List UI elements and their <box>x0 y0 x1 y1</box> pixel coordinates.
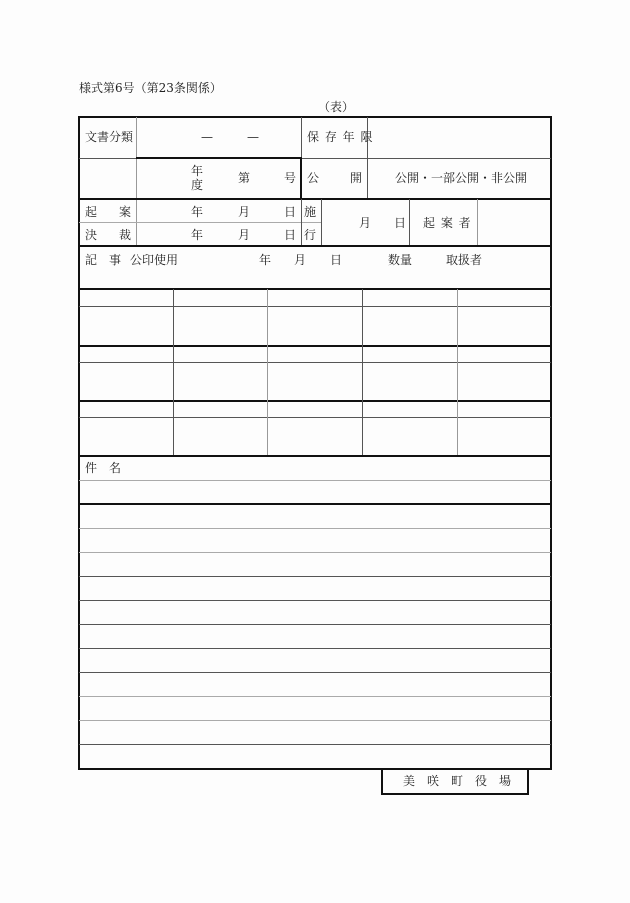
kenmei-label: 件 名 <box>85 461 122 475</box>
body-text-area[interactable] <box>79 505 550 768</box>
dash: — <box>247 130 259 144</box>
approval-title-cell[interactable] <box>458 347 550 362</box>
kokai-label-1: 公 <box>307 171 320 185</box>
approval-stamp-cell[interactable] <box>174 418 267 455</box>
kenmei-field[interactable] <box>79 481 550 503</box>
divider <box>79 455 551 457</box>
toriatsukaisha-label: 取扱者 <box>446 253 483 267</box>
kiji-label: 記 事 <box>85 253 122 267</box>
kian-label-2: 案 <box>119 205 132 219</box>
bunsho-bunrui-field[interactable] <box>137 117 301 158</box>
bunsho-bunrui-label: 文書分類 <box>85 130 134 144</box>
approval-title-cell[interactable] <box>363 347 457 362</box>
shiko-date-field[interactable]: 月 日 <box>359 216 407 230</box>
shiko-label-1: 施 <box>304 205 317 219</box>
approval-title-cell[interactable] <box>363 290 457 306</box>
dai-char: 第 <box>238 171 251 185</box>
kiansha-label: 起 案 者 <box>423 216 472 230</box>
shiko-label-2: 行 <box>304 228 317 242</box>
office-name: 美 咲 町 役 場 <box>403 774 512 788</box>
office-name-box <box>381 769 529 795</box>
approval-stamp-cell[interactable] <box>363 418 457 455</box>
go-char: 号 <box>284 171 297 185</box>
approval-title-cell[interactable] <box>174 402 267 417</box>
dash: — <box>201 130 213 144</box>
approval-title-cell[interactable] <box>79 347 173 362</box>
kiji-field[interactable]: 記 事 公印使用 年 月 日 数量 取扱者 <box>85 253 483 267</box>
side-label: （表） <box>318 100 355 114</box>
kian-date-field[interactable]: 年 月 日 <box>191 205 297 219</box>
approval-stamp-cell[interactable] <box>268 363 362 400</box>
kokai-options-field[interactable] <box>368 159 550 198</box>
approval-title-cell[interactable] <box>174 347 267 362</box>
approval-stamp-cell[interactable] <box>174 307 267 345</box>
nendo-number-field[interactable] <box>137 159 301 198</box>
approval-stamp-cell[interactable] <box>79 363 173 400</box>
approval-stamp-cell[interactable] <box>458 307 550 345</box>
kokai-options: 公開・一部公開・非公開 <box>395 171 528 185</box>
approval-title-cell[interactable] <box>363 402 457 417</box>
hozon-nengen-field[interactable] <box>368 117 550 158</box>
kiansha-field[interactable] <box>478 200 550 245</box>
approval-stamp-cell[interactable] <box>268 418 362 455</box>
nen-char: 年 <box>191 164 204 178</box>
approval-stamp-cell[interactable] <box>174 363 267 400</box>
approval-stamp-cell[interactable] <box>79 307 173 345</box>
divider <box>301 117 302 158</box>
approval-stamp-cell[interactable] <box>363 307 457 345</box>
kessai-label-1: 決 <box>85 228 98 242</box>
approval-stamp-cell[interactable] <box>363 363 457 400</box>
divider <box>301 199 302 245</box>
kessai-date-field[interactable]: 年 月 日 <box>191 228 297 242</box>
suryo-label: 数量 <box>388 253 413 267</box>
approval-stamp-cell[interactable] <box>79 418 173 455</box>
blank-cell[interactable] <box>79 159 136 198</box>
kokai-label-2: 開 <box>350 171 363 185</box>
divider <box>409 199 410 245</box>
divider <box>301 222 321 223</box>
koin-shiyo-label: 公印使用 <box>130 253 179 267</box>
hozon-nengen-label: 保 存 年 限 <box>307 130 374 144</box>
kian-label-1: 起 <box>85 205 98 219</box>
approval-title-cell[interactable] <box>268 347 362 362</box>
approval-title-cell[interactable] <box>79 290 173 306</box>
approval-title-cell[interactable] <box>268 290 362 306</box>
approval-stamp-cell[interactable] <box>268 307 362 345</box>
approval-stamp-cell[interactable] <box>458 363 550 400</box>
approval-title-cell[interactable] <box>79 402 173 417</box>
approval-title-cell[interactable] <box>268 402 362 417</box>
approval-title-cell[interactable] <box>458 290 550 306</box>
approval-title-cell[interactable] <box>458 402 550 417</box>
kessai-label-2: 裁 <box>119 228 132 242</box>
form-number: 様式第6号（第23条関係） <box>79 81 222 95</box>
approval-title-cell[interactable] <box>174 290 267 306</box>
do-char: 度 <box>191 178 204 192</box>
approval-stamp-cell[interactable] <box>458 418 550 455</box>
